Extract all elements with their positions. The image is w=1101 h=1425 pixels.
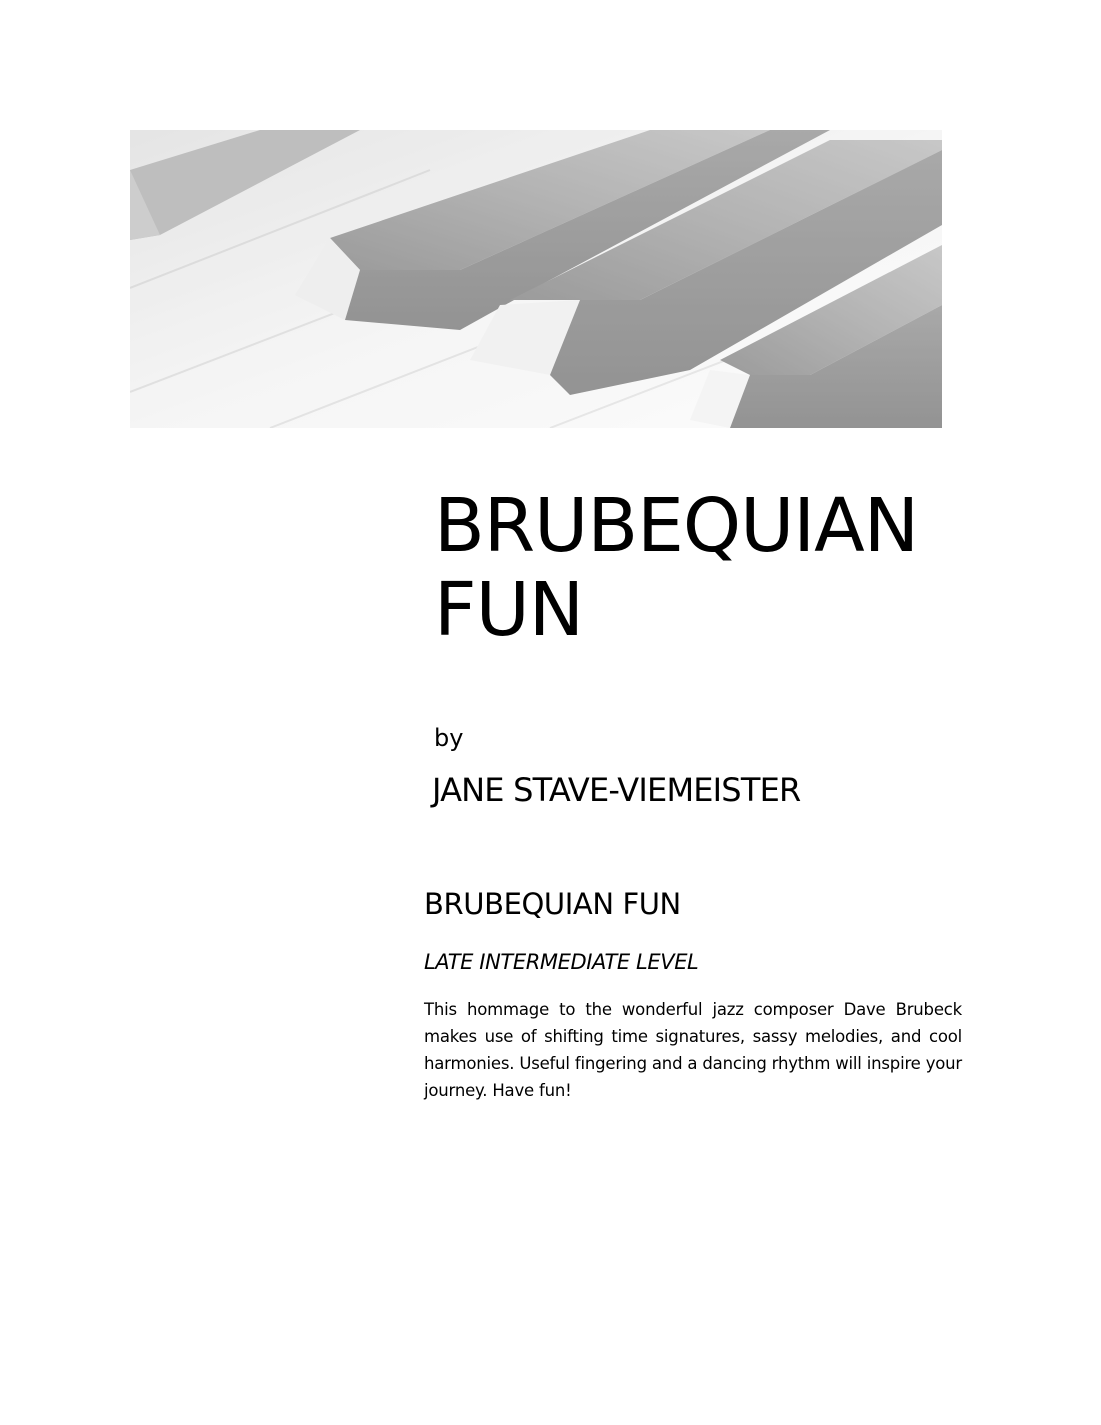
- author-name: JANE STAVE-VIEMEISTER: [432, 771, 801, 809]
- main-title: [434, 484, 994, 652]
- main-title-line-2: FUN: [434, 567, 584, 653]
- byline: by: [434, 724, 464, 752]
- piece-title: BRUBEQUIAN FUN: [424, 887, 681, 921]
- piece-description: This hommage to the wonderful jazz composer Dave Brubeck makes use of shifting time signatures, sassy melodies, and cool harmonies. Useful fingering and a dancing rhythm will inspire your journey. Have fun!: [424, 1000, 962, 1100]
- cover-photo-piano-keys: [130, 130, 942, 428]
- main-title-line-1: BRUBEQUIAN: [434, 483, 919, 569]
- difficulty-level: LATE INTERMEDIATE LEVEL: [424, 950, 699, 974]
